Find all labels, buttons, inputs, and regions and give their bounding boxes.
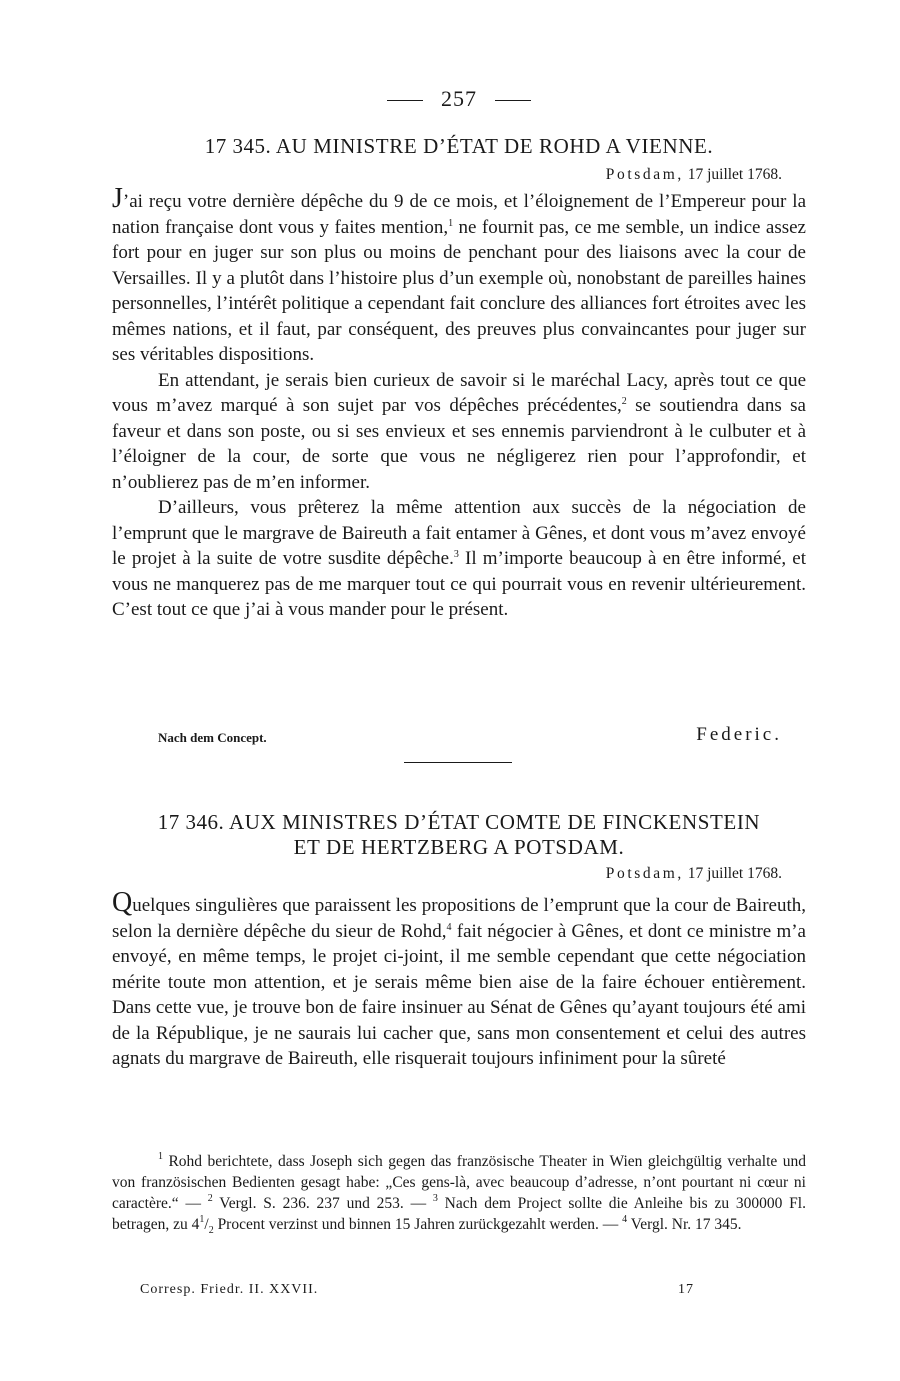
letter-1-number: 17 345. — [204, 134, 272, 158]
footnote-mark-4: 4 — [622, 1214, 628, 1225]
footnote-ref-4: 4 — [446, 921, 452, 933]
drop-capital: J — [112, 183, 123, 214]
letter-1-dateline — [606, 166, 782, 184]
footnote-block — [112, 1151, 806, 1241]
letter-1-paragraph-3 — [112, 495, 806, 623]
footnote-1-text: Rohd berichtete, dass Joseph sich gegen das französische Theater in Wien gleichgültig verhalte und von französischen Bedienten gesagt habe: „Ces gens-là, avec beaucoup d’adresse, n’ont pourtant ni cœur ni caractère.“ — — [112, 1153, 806, 1212]
paragraph-text: D’ailleurs, vous prêterez la même attention aux succès de la négociation de l’emprunt que le margrave de Baireuth a fait entamer à Gênes, et dont vous m’avez envoyé le projet à la suite de votre susdite dépêche. — [112, 497, 806, 569]
footnotes — [112, 1151, 806, 1241]
paragraph-text: uelques singulières que paraissent les propositions de l’emprunt que la cour de Baireuth, selon la dernière dépêche du sieur de Rohd, — [112, 895, 806, 942]
fraction-numerator: 1 — [199, 1214, 205, 1225]
signature-mark: Corresp. Friedr. II. XXVII. — [140, 1282, 319, 1297]
footnote-4-text: Vergl. Nr. 17 345. — [627, 1216, 742, 1233]
drop-capital: Q — [112, 887, 133, 918]
letter-1-place: Potsdam, — [605, 166, 684, 183]
paragraph-text: En attendant, je serais bien curieux de savoir si le maréchal Lacy, après tout ce que vous m’avez marqué à son sujet par vos dépêches précédentes, — [112, 369, 806, 416]
fraction-denominator: 2 — [208, 1225, 214, 1237]
header-rule-left — [387, 100, 423, 101]
footnote-mark-1: 1 — [158, 1151, 163, 1162]
letter-2-body — [112, 887, 806, 1072]
letter-1-paragraph-2 — [112, 368, 806, 496]
paragraph-text: fait négocier à Gênes, et dont ce ministre m’a envoyé, en même temps, le projet ci-joint, il me semble cependant que cette négociation mérite toute mon attention, et je serais même bien aise de la faire échouer entièrement. Dans cette vue, je trouve bon de faire insinuer au Sénat de Gênes qu’ayant toujours été ami de la République, je ne saurais lui cacher que, sans mon consentement et celui des autres agnats du margrave de Baireuth, elle risquerait toujours infiniment pour la sûreté — [112, 920, 806, 1069]
footnote-3-text: Nach dem Project sollte die Anleihe bis zu 300000 Fl. betragen, zu 4 — [112, 1195, 806, 1233]
letter-1-date: 17 juillet 1768. — [687, 166, 782, 183]
letter-1-paragraph-1 — [112, 183, 806, 368]
fraction-slash: / — [204, 1216, 209, 1233]
footnote-ref-3: 3 — [453, 549, 459, 560]
letter-2-dateline — [606, 865, 782, 883]
letter-2-title-line-1: AUX MINISTRES D’ÉTAT COMTE DE FINCKENSTEIN — [229, 810, 761, 834]
footnote-3-text-continued: Procent verzinst und binnen 15 Jahren zurückgezahlt werden. — — [213, 1216, 623, 1233]
paragraph-text: Il m’importe beaucoup à en être informé, et vous ne manquerez pas de me marquer tout ce qui pourrait vous en revenir ultérieurement. C’est tout ce que j’ai à vous mander pour le présent. — [112, 548, 806, 620]
letter-2-number: 17 346. — [157, 810, 225, 834]
letter-2-heading — [112, 810, 806, 860]
page-header — [112, 86, 806, 112]
letter-1-heading — [112, 134, 806, 159]
letter-1-body — [112, 183, 806, 623]
footnote-ref-2: 2 — [621, 396, 627, 407]
page-number: 257 — [441, 86, 477, 111]
paragraph-text: se soutiendra dans sa faveur et dans son poste, ou si ses envieux et ses ennemis parviendront à le culbuter et à l’éloigner de la cour, de sorte que vous ne négligerez rien pour l’approfondir, et n’oublierez pas de m’en informer. — [112, 395, 806, 493]
paragraph-text: ne fournit pas, ce me semble, un indice assez fort pour en juger sur son plus ou moins de penchant pour des liaisons avec la cour de Versailles. Il y a plutôt dans l’histoire plus d’un exemple où, nonobstant de pareilles haines personnelles, l’intérêt politique a cependant fait conclure des alliances fort étroites avec les mêmes nations, et il faut, par conséquent, des preuves plus convaincantes pour juger sur ses véritables dispositions. — [112, 216, 806, 365]
section-divider — [404, 762, 512, 763]
signature: Federic. — [696, 724, 782, 745]
footnote-ref-1: 1 — [448, 217, 454, 229]
paragraph-text: ’ai reçu votre dernière dépêche du 9 de ce mois, et l’éloignement de l’Empereur pour la nation française dont vous y faites mention, — [112, 191, 806, 238]
footnote-2-text: Vergl. S. 236. 237 und 253. — — [212, 1195, 433, 1212]
letter-2-place: Potsdam, — [605, 865, 684, 882]
gathering-number: 17 — [678, 1282, 694, 1297]
letter-1-title: AU MINISTRE D’ÉTAT DE ROHD A VIENNE. — [275, 134, 714, 158]
letter-2-paragraph-1 — [112, 887, 806, 1072]
source-note: Nach dem Concept. — [158, 730, 267, 745]
footnote-mark-3: 3 — [432, 1193, 438, 1204]
footnote-mark-2: 2 — [207, 1193, 213, 1204]
letter-2-date: 17 juillet 1768. — [687, 865, 782, 882]
letter-2-title-line-2: ET DE HERTZBERG A POTSDAM. — [293, 835, 625, 859]
header-rule-right — [495, 100, 531, 101]
